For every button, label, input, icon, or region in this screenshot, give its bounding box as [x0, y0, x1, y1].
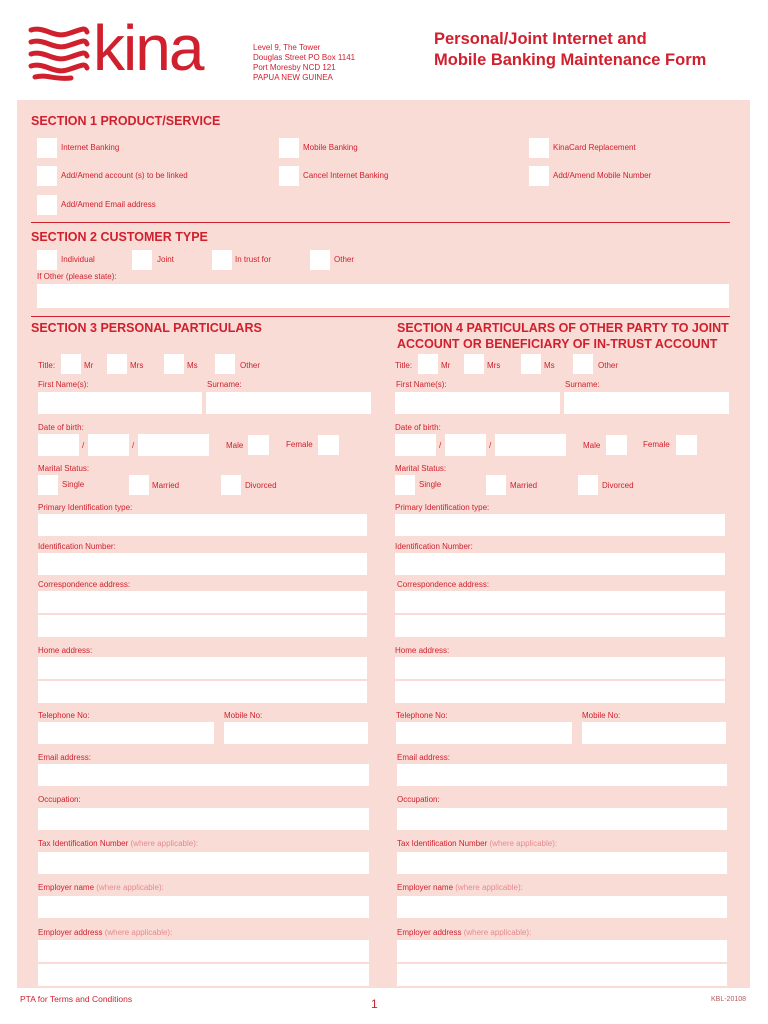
employer-name-field[interactable] — [38, 896, 369, 918]
in-trust-for-checkbox[interactable] — [212, 250, 232, 270]
s4-divorced-label: Divorced — [602, 481, 634, 490]
title-label: Title: — [38, 361, 56, 370]
s4-id-number-field[interactable] — [395, 553, 725, 575]
title-mr-checkbox[interactable] — [61, 354, 81, 374]
id-number-field[interactable] — [38, 553, 367, 575]
section4-title-line1: SECTION 4 PARTICULARS OF OTHER PARTY TO JOINT — [397, 321, 729, 335]
in-trust-for-label: In trust for — [235, 255, 272, 264]
s4-employer-address-field-1[interactable] — [397, 940, 727, 962]
s4-email-field[interactable] — [397, 764, 727, 786]
employer-address-label-note: (where applicable): — [104, 928, 173, 937]
s4-marital-status-label: Marital Status: — [395, 464, 447, 473]
s4-dob-month-field[interactable] — [445, 434, 486, 456]
address-line: Douglas Street PO Box 1141 — [253, 53, 356, 62]
section4-title-line2: ACCOUNT OR BENEFICIARY OF IN-TRUST ACCOUNT — [397, 337, 718, 352]
s4-occupation-field[interactable] — [397, 808, 727, 830]
email-field[interactable] — [38, 764, 369, 786]
home-address-label: Home address: — [38, 646, 93, 655]
male-checkbox[interactable] — [248, 435, 269, 455]
joint-label: Joint — [157, 255, 174, 264]
employer-name-label-note: (where applicable): — [96, 883, 164, 892]
s4-dob-separator: / — [439, 441, 442, 450]
add-amend-email-label: Add/Amend Email address — [61, 200, 156, 209]
s4-tin-label — [397, 840, 557, 848]
kina-logo — [27, 12, 242, 84]
s4-telephone-label: Telephone No: — [396, 711, 448, 720]
occupation-label: Occupation: — [38, 795, 81, 804]
s4-employer-address-label — [397, 929, 531, 937]
individual-checkbox[interactable] — [37, 250, 57, 270]
s4-email-label: Email address: — [397, 753, 450, 762]
s4-occupation-label: Occupation: — [397, 795, 440, 804]
title-other-label: Other — [240, 361, 261, 370]
mobile-label: Mobile No: — [224, 711, 263, 720]
surname-field[interactable] — [206, 392, 371, 414]
home-address-field-2[interactable] — [38, 681, 367, 703]
employer-address-label-text: Employer address — [38, 928, 103, 937]
s4-first-names-label: First Name(s): — [396, 380, 447, 389]
add-amend-account-label: Add/Amend account (s) to be linked — [61, 171, 188, 180]
s4-surname-label: Surname: — [565, 380, 600, 389]
female-checkbox[interactable] — [318, 435, 339, 455]
primary-id-field[interactable] — [38, 514, 367, 536]
s4-primary-id-label: Primary Identification type: — [395, 503, 490, 512]
title-other-checkbox[interactable] — [215, 354, 235, 374]
s4-primary-id-field[interactable] — [395, 514, 725, 536]
individual-label: Individual — [61, 255, 95, 264]
male-label: Male — [226, 441, 244, 450]
cancel-internet-banking-label: Cancel Internet Banking — [303, 171, 389, 180]
section2-title: SECTION 2 CUSTOMER TYPE — [31, 230, 208, 244]
dob-label: Date of birth: — [38, 423, 84, 432]
s4-employer-name-field[interactable] — [397, 896, 727, 918]
s4-dob-label: Date of birth: — [395, 423, 441, 432]
first-names-label: First Name(s): — [38, 380, 89, 389]
tin-label-note: (where applicable): — [130, 839, 199, 848]
section1-title: SECTION 1 PRODUCT/SERVICE — [31, 114, 221, 128]
s4-home-address-label: Home address: — [395, 646, 450, 655]
if-other-label: If Other (please state): — [37, 272, 117, 281]
internet-banking-checkbox[interactable] — [37, 138, 57, 158]
s4-married-checkbox[interactable] — [486, 475, 506, 495]
pta-terms-link[interactable]: PTA for Terms and Conditions — [20, 994, 133, 1004]
dob-month-field[interactable] — [88, 434, 129, 456]
form-title-line1: Personal/Joint Internet and — [434, 30, 647, 48]
telephone-label: Telephone No: — [38, 711, 90, 720]
section4-title — [397, 320, 729, 353]
title-mrs-checkbox[interactable] — [107, 354, 127, 374]
s4-title-other-checkbox[interactable] — [573, 354, 593, 374]
s4-title-label: Title: — [395, 361, 413, 370]
s4-home-address-field-2[interactable] — [395, 681, 725, 703]
s4-single-label: Single — [419, 480, 442, 489]
s4-telephone-field[interactable] — [396, 722, 572, 744]
if-other-field[interactable] — [37, 284, 729, 308]
s4-female-checkbox[interactable] — [676, 435, 697, 455]
add-amend-email-checkbox[interactable] — [37, 195, 57, 215]
s4-id-number-label: Identification Number: — [395, 542, 473, 551]
first-names-field[interactable] — [38, 392, 202, 414]
correspondence-label: Correspondence address: — [38, 580, 131, 589]
dob-separator: / — [132, 441, 135, 450]
s4-title-ms-checkbox[interactable] — [521, 354, 541, 374]
mobile-banking-checkbox[interactable] — [279, 138, 299, 158]
s4-title-mr-checkbox[interactable] — [418, 354, 438, 374]
correspondence-field-2[interactable] — [38, 615, 367, 637]
internet-banking-label: Internet Banking — [61, 143, 120, 152]
s4-title-other-label: Other — [598, 361, 619, 370]
kinacard-replacement-label: KinaCard Replacement — [553, 143, 636, 152]
add-amend-mobile-label: Add/Amend Mobile Number — [553, 171, 652, 180]
married-label: Married — [152, 481, 180, 490]
s4-female-label: Female — [643, 440, 670, 449]
title-ms-label: Ms — [187, 361, 198, 370]
s4-single-checkbox[interactable] — [395, 475, 415, 495]
form-code: KBL-20108 — [711, 996, 747, 1003]
title-mrs-label: Mrs — [130, 361, 144, 370]
page-number: 1 — [371, 997, 378, 1011]
dob-separator: / — [82, 441, 85, 450]
tin-label — [38, 840, 198, 848]
s4-tin-label-note: (where applicable): — [489, 839, 558, 848]
primary-id-label: Primary Identification type: — [38, 503, 133, 512]
mobile-banking-label: Mobile Banking — [303, 143, 358, 152]
address-line: Level 9, The Tower — [253, 43, 321, 52]
s4-tin-field[interactable] — [397, 852, 727, 874]
s4-surname-field[interactable] — [564, 392, 729, 414]
s4-employer-name-label-note: (where applicable): — [455, 883, 523, 892]
s4-dob-day-field[interactable] — [395, 434, 436, 456]
section2-divider — [31, 316, 730, 317]
married-checkbox[interactable] — [129, 475, 149, 495]
occupation-field[interactable] — [38, 808, 369, 830]
s4-employer-address-label-text: Employer address — [397, 928, 462, 937]
s4-dob-separator: / — [489, 441, 492, 450]
add-amend-mobile-checkbox[interactable] — [529, 166, 549, 186]
kinacard-replacement-checkbox[interactable] — [529, 138, 549, 158]
title-mr-label: Mr — [84, 361, 94, 370]
logo-wordmark: kina — [93, 12, 203, 84]
mobile-field[interactable] — [224, 722, 368, 744]
add-amend-account-checkbox[interactable] — [37, 166, 57, 186]
section3-title: SECTION 3 PERSONAL PARTICULARS — [31, 321, 262, 335]
home-address-field-1[interactable] — [38, 657, 367, 679]
email-label: Email address: — [38, 753, 91, 762]
correspondence-field-1[interactable] — [38, 591, 367, 613]
s4-mobile-label: Mobile No: — [582, 711, 621, 720]
kina-wave-icon — [27, 22, 91, 82]
telephone-field[interactable] — [38, 722, 214, 744]
other-type-label: Other — [334, 255, 355, 264]
surname-label: Surname: — [207, 380, 242, 389]
s4-divorced-checkbox[interactable] — [578, 475, 598, 495]
s4-married-label: Married — [510, 481, 538, 490]
address-line: PAPUA NEW GUINEA — [253, 73, 333, 82]
employer-address-field-1[interactable] — [38, 940, 369, 962]
s4-male-checkbox[interactable] — [606, 435, 627, 455]
female-label: Female — [286, 440, 313, 449]
tin-field[interactable] — [38, 852, 369, 874]
divorced-checkbox[interactable] — [221, 475, 241, 495]
title-ms-checkbox[interactable] — [164, 354, 184, 374]
other-type-checkbox[interactable] — [310, 250, 330, 270]
bank-address — [253, 43, 355, 83]
form-title-line2: Mobile Banking Maintenance Form — [434, 51, 707, 69]
divorced-label: Divorced — [245, 481, 277, 490]
s4-employer-address-label-note: (where applicable): — [463, 928, 532, 937]
id-number-label: Identification Number: — [38, 542, 116, 551]
s4-dob-year-field[interactable] — [495, 434, 566, 456]
employer-name-label — [38, 884, 164, 892]
address-line: Port Moresby NCD 121 — [253, 63, 336, 72]
s4-correspondence-label: Correspondence address: — [397, 580, 490, 589]
s4-male-label: Male — [583, 441, 601, 450]
marital-status-label: Marital Status: — [38, 464, 90, 473]
employer-address-label — [38, 929, 172, 937]
employer-name-label-text: Employer name — [38, 883, 95, 892]
s4-title-mrs-checkbox[interactable] — [464, 354, 484, 374]
s4-correspondence-field-1[interactable] — [395, 591, 725, 613]
s4-home-address-field-1[interactable] — [395, 657, 725, 679]
cancel-internet-banking-checkbox[interactable] — [279, 166, 299, 186]
s4-tin-label-text: Tax Identification Number — [397, 839, 488, 848]
employer-address-field-2[interactable] — [38, 964, 369, 986]
form-title — [434, 29, 706, 71]
s4-title-mrs-label: Mrs — [487, 361, 501, 370]
s4-employer-name-label — [397, 884, 523, 892]
s4-mobile-field[interactable] — [582, 722, 726, 744]
dob-day-field[interactable] — [38, 434, 79, 456]
joint-checkbox[interactable] — [132, 250, 152, 270]
section1-divider — [31, 222, 730, 223]
s4-title-ms-label: Ms — [544, 361, 555, 370]
s4-employer-name-label-text: Employer name — [397, 883, 454, 892]
dob-year-field[interactable] — [138, 434, 209, 456]
s4-correspondence-field-2[interactable] — [395, 615, 725, 637]
s4-title-mr-label: Mr — [441, 361, 451, 370]
single-label: Single — [62, 480, 85, 489]
s4-first-names-field[interactable] — [395, 392, 560, 414]
s4-employer-address-field-2[interactable] — [397, 964, 727, 986]
tin-label-text: Tax Identification Number — [38, 839, 129, 848]
single-checkbox[interactable] — [38, 475, 58, 495]
